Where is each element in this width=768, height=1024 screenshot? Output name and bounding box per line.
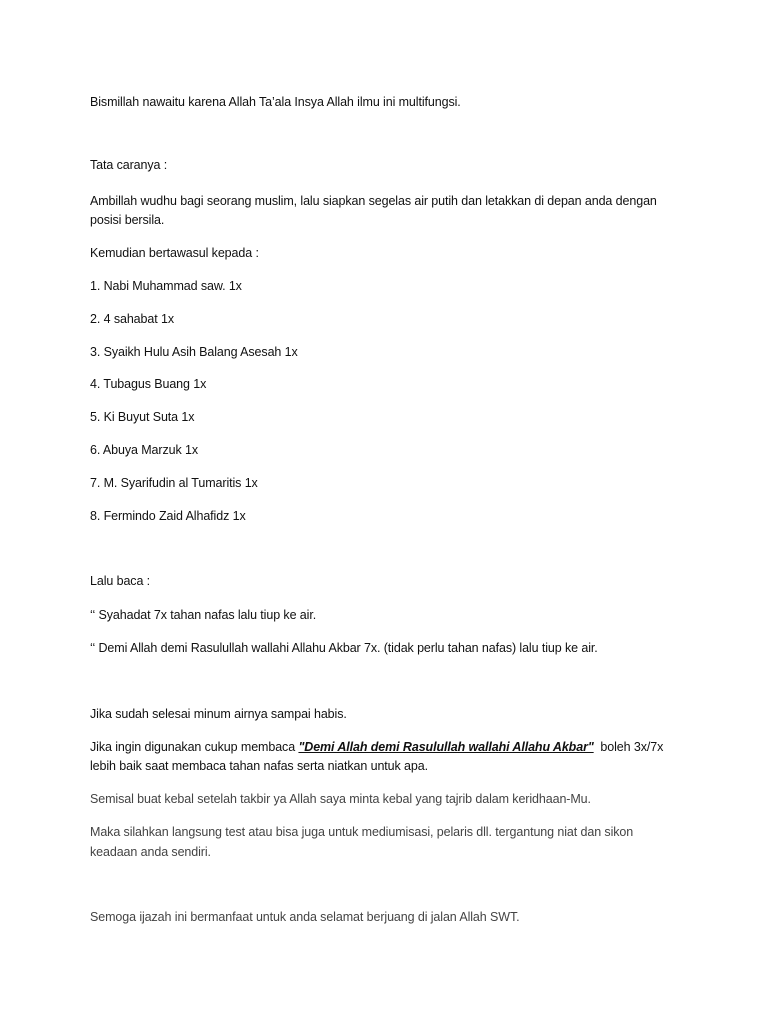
list-item: 8. Fermindo Zaid Alhafidz 1x bbox=[90, 509, 246, 523]
test-text-line2: keadaan anda sendiri. bbox=[90, 845, 211, 859]
intro-text: Bismillah nawaitu karena Allah Ta’ala Insya Allah ilmu ini multifungsi. bbox=[90, 95, 461, 109]
read-heading: Lalu baca : bbox=[90, 574, 151, 588]
read-item-demi-allah: ‘‘ Demi Allah demi Rasulullah wallahi Allahu Akbar 7x. (tidak perlu tahan nafas) lalu tiup ke air. bbox=[90, 641, 598, 655]
test-text-line1: Maka silahkan langsung test atau bisa juga untuk mediumisasi, pelaris dll. tergantung niat dan sikon bbox=[90, 825, 634, 839]
list-item: 7. M. Syarifudin al Tumaritis 1x bbox=[90, 476, 258, 490]
list-item: 5. Ki Buyut Suta 1x bbox=[90, 410, 195, 424]
finish-text: Jika sudah selesai minum airnya sampai habis. bbox=[90, 707, 347, 721]
short-version-suffix: boleh 3x/7x bbox=[593, 740, 664, 754]
list-item: 3. Syaikh Hulu Asih Balang Asesah 1x bbox=[90, 345, 298, 359]
short-version-line1 bbox=[90, 737, 663, 757]
method-heading: Tata caranya : bbox=[90, 158, 168, 172]
tawasul-heading: Kemudian bertawasul kepada : bbox=[90, 246, 259, 260]
short-version-line2: lebih baik saat membaca tahan nafas serta niatkan untuk apa. bbox=[90, 759, 428, 773]
wudhu-text-line2: posisi bersila. bbox=[90, 213, 165, 227]
list-item: 2. 4 sahabat 1x bbox=[90, 312, 174, 326]
list-item: 6. Abuya Marzuk 1x bbox=[90, 443, 198, 457]
recitation-phrase: "Demi Allah demi Rasulullah wallahi Allahu Akbar" bbox=[298, 740, 594, 754]
list-item: 4. Tubagus Buang 1x bbox=[90, 377, 207, 391]
short-version-prefix: Jika ingin digunakan cukup membaca bbox=[90, 740, 299, 754]
read-item-syahadat: ‘‘ Syahadat 7x tahan nafas lalu tiup ke air. bbox=[90, 608, 317, 622]
example-text: Semisal buat kebal setelah takbir ya Allah saya minta kebal yang tajrib dalam keridhaan-Mu. bbox=[90, 792, 591, 806]
closing-text: Semoga ijazah ini bermanfaat untuk anda selamat berjuang di jalan Allah SWT. bbox=[90, 910, 520, 924]
wudhu-text-line1: Ambillah wudhu bagi seorang muslim, lalu siapkan segelas air putih dan letakkan di depan anda dengan bbox=[90, 194, 657, 208]
list-item: 1. Nabi Muhammad saw. 1x bbox=[90, 279, 242, 293]
